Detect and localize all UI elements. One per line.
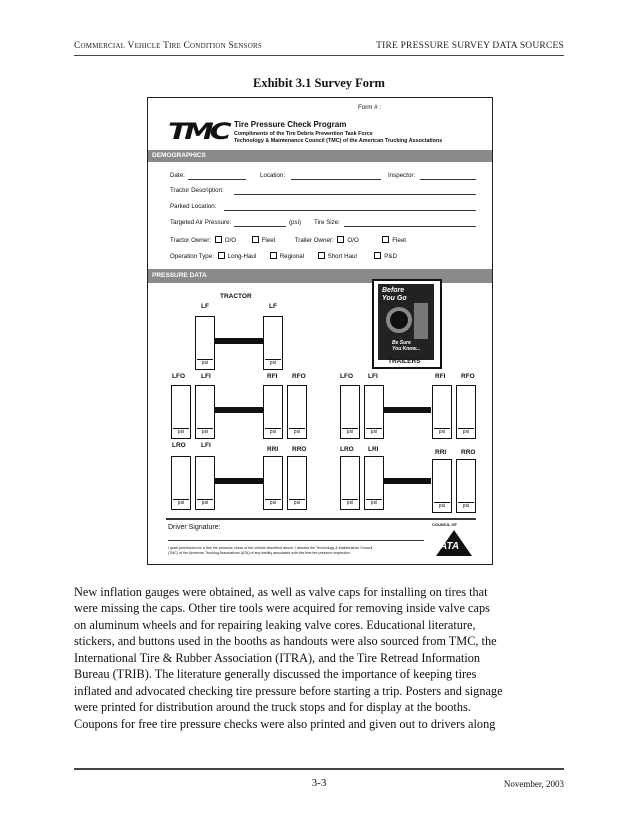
tire-size-label: Tire Size: [314, 219, 340, 226]
body-line: New inflation gauges were obtained, as well as valve caps for installing on tires that [74, 585, 488, 599]
inspector-label: Inspector: [388, 172, 416, 179]
tractor-label: TRACTOR [220, 293, 252, 300]
body-line: Coupons for free tire pressure checks were also printed and given out to drivers along [74, 716, 496, 731]
psi-label: psi [366, 428, 382, 436]
running-header-right: TIRE PRESSURE SURVEY DATA SOURCES [376, 41, 564, 51]
tractor-rfo-tire[interactable] [287, 385, 307, 439]
tractor-owner-fleet-label: Fleet [261, 237, 276, 244]
body-line: were missing the caps. Other tire tools were acquired for removing inside valve caps [74, 601, 490, 616]
driver-signature-line [168, 540, 424, 541]
tractor-owner-row [170, 236, 406, 244]
tractor-lro-tire[interactable] [171, 456, 191, 510]
tractor-rro-tire[interactable] [287, 456, 307, 510]
tractor-drive-axle-2 [214, 478, 263, 484]
body-line: were printed for distribution around the truck stops and for display at the booths. [74, 700, 471, 715]
psi-label: psi [458, 428, 474, 436]
trailer-axle-2 [383, 478, 431, 484]
page-number: 3-3 [311, 777, 327, 789]
tractor-steer-right-tire[interactable] [263, 316, 283, 370]
footer-rule [74, 768, 564, 770]
location-label: Location: [260, 172, 286, 179]
location-line [291, 179, 381, 180]
trailer-lro-label: LRO [340, 446, 354, 453]
ata-logo-text: ATA [440, 541, 460, 552]
trailer-lri-label: LRI [368, 446, 379, 453]
trailer-owner-fleet-label: Fleet [392, 237, 406, 244]
operation-type-label: Operation Type: [170, 253, 214, 260]
demographics-header: DEMOGRAPHICS [148, 150, 492, 162]
psi-label: psi [173, 499, 189, 507]
psi-label: psi [289, 499, 305, 507]
consent-fine-print-1: I grant permission for a free tire pressure check of the vehicle described above. I absolve the Technology & Maintenance Council [168, 546, 373, 550]
tractor-steer-axle [214, 338, 263, 344]
tractor-steer-left-tire[interactable] [195, 316, 215, 370]
psi-label: psi [197, 499, 213, 507]
tractor-lro-label: LRO [172, 442, 186, 449]
trailer-lfo-tire[interactable] [340, 385, 360, 439]
tractor-lri-tire[interactable] [195, 456, 215, 510]
trailer-owner-fleet-checkbox[interactable] [382, 236, 389, 243]
body-line: stickers, and buttons used in the booths as handouts were also sourced from TMC, the [74, 634, 497, 649]
trailer-rfi-label: RFI [435, 373, 446, 380]
psi-label: psi [173, 428, 189, 436]
poster-text-3: Be Sure [392, 340, 411, 346]
trailer-rri-label: RRI [435, 449, 447, 456]
psi-label: psi [265, 428, 281, 436]
tractor-rri-label: RRI [267, 446, 279, 453]
psi-paren-label: (psi) [289, 219, 302, 226]
trailer-lro-tire[interactable] [340, 456, 360, 510]
tire-size-line [344, 226, 476, 227]
header-rule [74, 55, 564, 56]
tractor-lri-label: LFI [201, 442, 211, 449]
tractor-owner-label: Tractor Owner: [170, 237, 212, 244]
regional-label: Regional [279, 253, 305, 260]
tractor-rfi-tire[interactable] [263, 385, 283, 439]
tmc-logo: TMC [168, 120, 228, 145]
trailer-rfi-tire[interactable] [432, 385, 452, 439]
exhibit-title: Exhibit 3.1 Survey Form [253, 76, 385, 90]
trailer-rro-tire[interactable] [456, 459, 476, 513]
parked-location-label: Parked Location: [170, 203, 217, 210]
tractor-rfi-label: RFI [267, 373, 278, 380]
driver-signature-label: Driver Signature: [168, 524, 221, 531]
psi-label: psi [458, 502, 474, 510]
parked-location-line [224, 210, 476, 211]
tractor-owner-oo-checkbox[interactable] [215, 236, 222, 243]
short-haul-label: Short Haul [327, 253, 357, 260]
tractor-lfi-label: LFI [201, 373, 211, 380]
pd-label: P&D [384, 253, 398, 260]
body-line: inflated and advocated checking tire pressure before starting a trip. Posters and signage [74, 683, 503, 698]
trailer-lri-tire[interactable] [364, 456, 384, 510]
tractor-owner-oo-label: O/O [224, 237, 237, 244]
trailer-lfi-tire[interactable] [364, 385, 384, 439]
trailer-rro-label: RRO [461, 449, 476, 456]
poster-text-4: You Know... [392, 346, 421, 352]
tractor-drive-axle-1 [214, 407, 263, 413]
poster-tire-icon [386, 307, 412, 333]
trailer-owner-oo-checkbox[interactable] [337, 236, 344, 243]
psi-label: psi [342, 499, 358, 507]
program-subtitle-1: Compliments of the Tire Debris Prevention Task Force [234, 131, 373, 137]
tractor-rro-label: RRO [292, 446, 307, 453]
pd-checkbox[interactable] [374, 252, 381, 259]
trailer-axle-1 [383, 407, 431, 413]
trailer-lfi-label: LFI [368, 373, 378, 380]
psi-label: psi [366, 499, 382, 507]
trailer-lfo-label: LFO [340, 373, 353, 380]
date-label: Date: [170, 172, 185, 179]
footer-date: November, 2003 [503, 779, 564, 789]
targeted-pressure-label: Targeted Air Pressure: [170, 219, 232, 226]
tractor-lfo-label: LFO [172, 373, 185, 380]
signature-top-rule [166, 518, 476, 520]
tractor-lfo-tire[interactable] [171, 385, 191, 439]
tractor-lfi-tire[interactable] [195, 385, 215, 439]
long-haul-label: Long-Haul [227, 253, 257, 260]
long-haul-checkbox[interactable] [218, 252, 225, 259]
body-line: International Tire & Rubber Association (ITRA), and the Tire Retread Information [74, 650, 481, 665]
program-title: Tire Pressure Check Program [234, 120, 347, 129]
tractor-rfo-label: RFO [292, 373, 306, 380]
tractor-description-line [234, 194, 476, 195]
before-you-go-poster [372, 279, 442, 369]
consent-fine-print-2: (TMC) of the American Trucking Associations (ATA) of any liability associated with this free tire pressure inspection. [168, 551, 351, 555]
tractor-lf-right-label: LF [269, 303, 277, 310]
trailer-owner-oo-label: O/O [347, 237, 359, 244]
psi-label: psi [289, 428, 305, 436]
psi-label: psi [197, 359, 213, 367]
trailer-rfo-label: RFO [461, 373, 475, 380]
pressure-data-header: PRESSURE DATA [148, 269, 492, 283]
body-line: Bureau (TRIB). The literature generally discussed the importance of keeping tires [74, 667, 477, 682]
poster-text-1: Before [382, 287, 405, 294]
trailer-rri-tire[interactable] [432, 459, 452, 513]
trailer-owner-label: Trailer Owner: [294, 237, 334, 244]
tractor-lf-left-label: LF [201, 303, 209, 310]
operation-type-row [170, 252, 397, 260]
trailers-label: TRAILERS [388, 358, 421, 365]
survey-form-image [147, 97, 493, 565]
regional-checkbox[interactable] [270, 252, 277, 259]
tractor-owner-fleet-checkbox[interactable] [252, 236, 259, 243]
date-line [188, 179, 246, 180]
psi-label: psi [434, 428, 450, 436]
body-paragraph [74, 584, 574, 732]
psi-label: psi [342, 428, 358, 436]
program-subtitle-2: Technology & Maintenance Council (TMC) of the American Trucking Associations [234, 138, 443, 144]
poster-gauge-icon [414, 303, 428, 339]
targeted-pressure-line [234, 226, 286, 227]
tractor-rri-tire[interactable] [263, 456, 283, 510]
trailer-rfo-tire[interactable] [456, 385, 476, 439]
psi-label: psi [434, 502, 450, 510]
short-haul-checkbox[interactable] [318, 252, 325, 259]
running-header-left: Commercial Vehicle Tire Condition Sensors [74, 41, 262, 51]
tractor-description-label: Tractor Description: [170, 187, 224, 194]
inspector-line [420, 179, 476, 180]
psi-label: psi [265, 499, 281, 507]
psi-label: psi [265, 359, 281, 367]
body-line: on aluminum wheels and for repairing leaking valve cores. Educational literature, [74, 617, 476, 632]
form-number-label: Form # : [358, 104, 382, 111]
ata-council-label: COUNCIL OF [432, 522, 457, 527]
poster-text-2: You Go [382, 295, 407, 302]
psi-label: psi [197, 428, 213, 436]
